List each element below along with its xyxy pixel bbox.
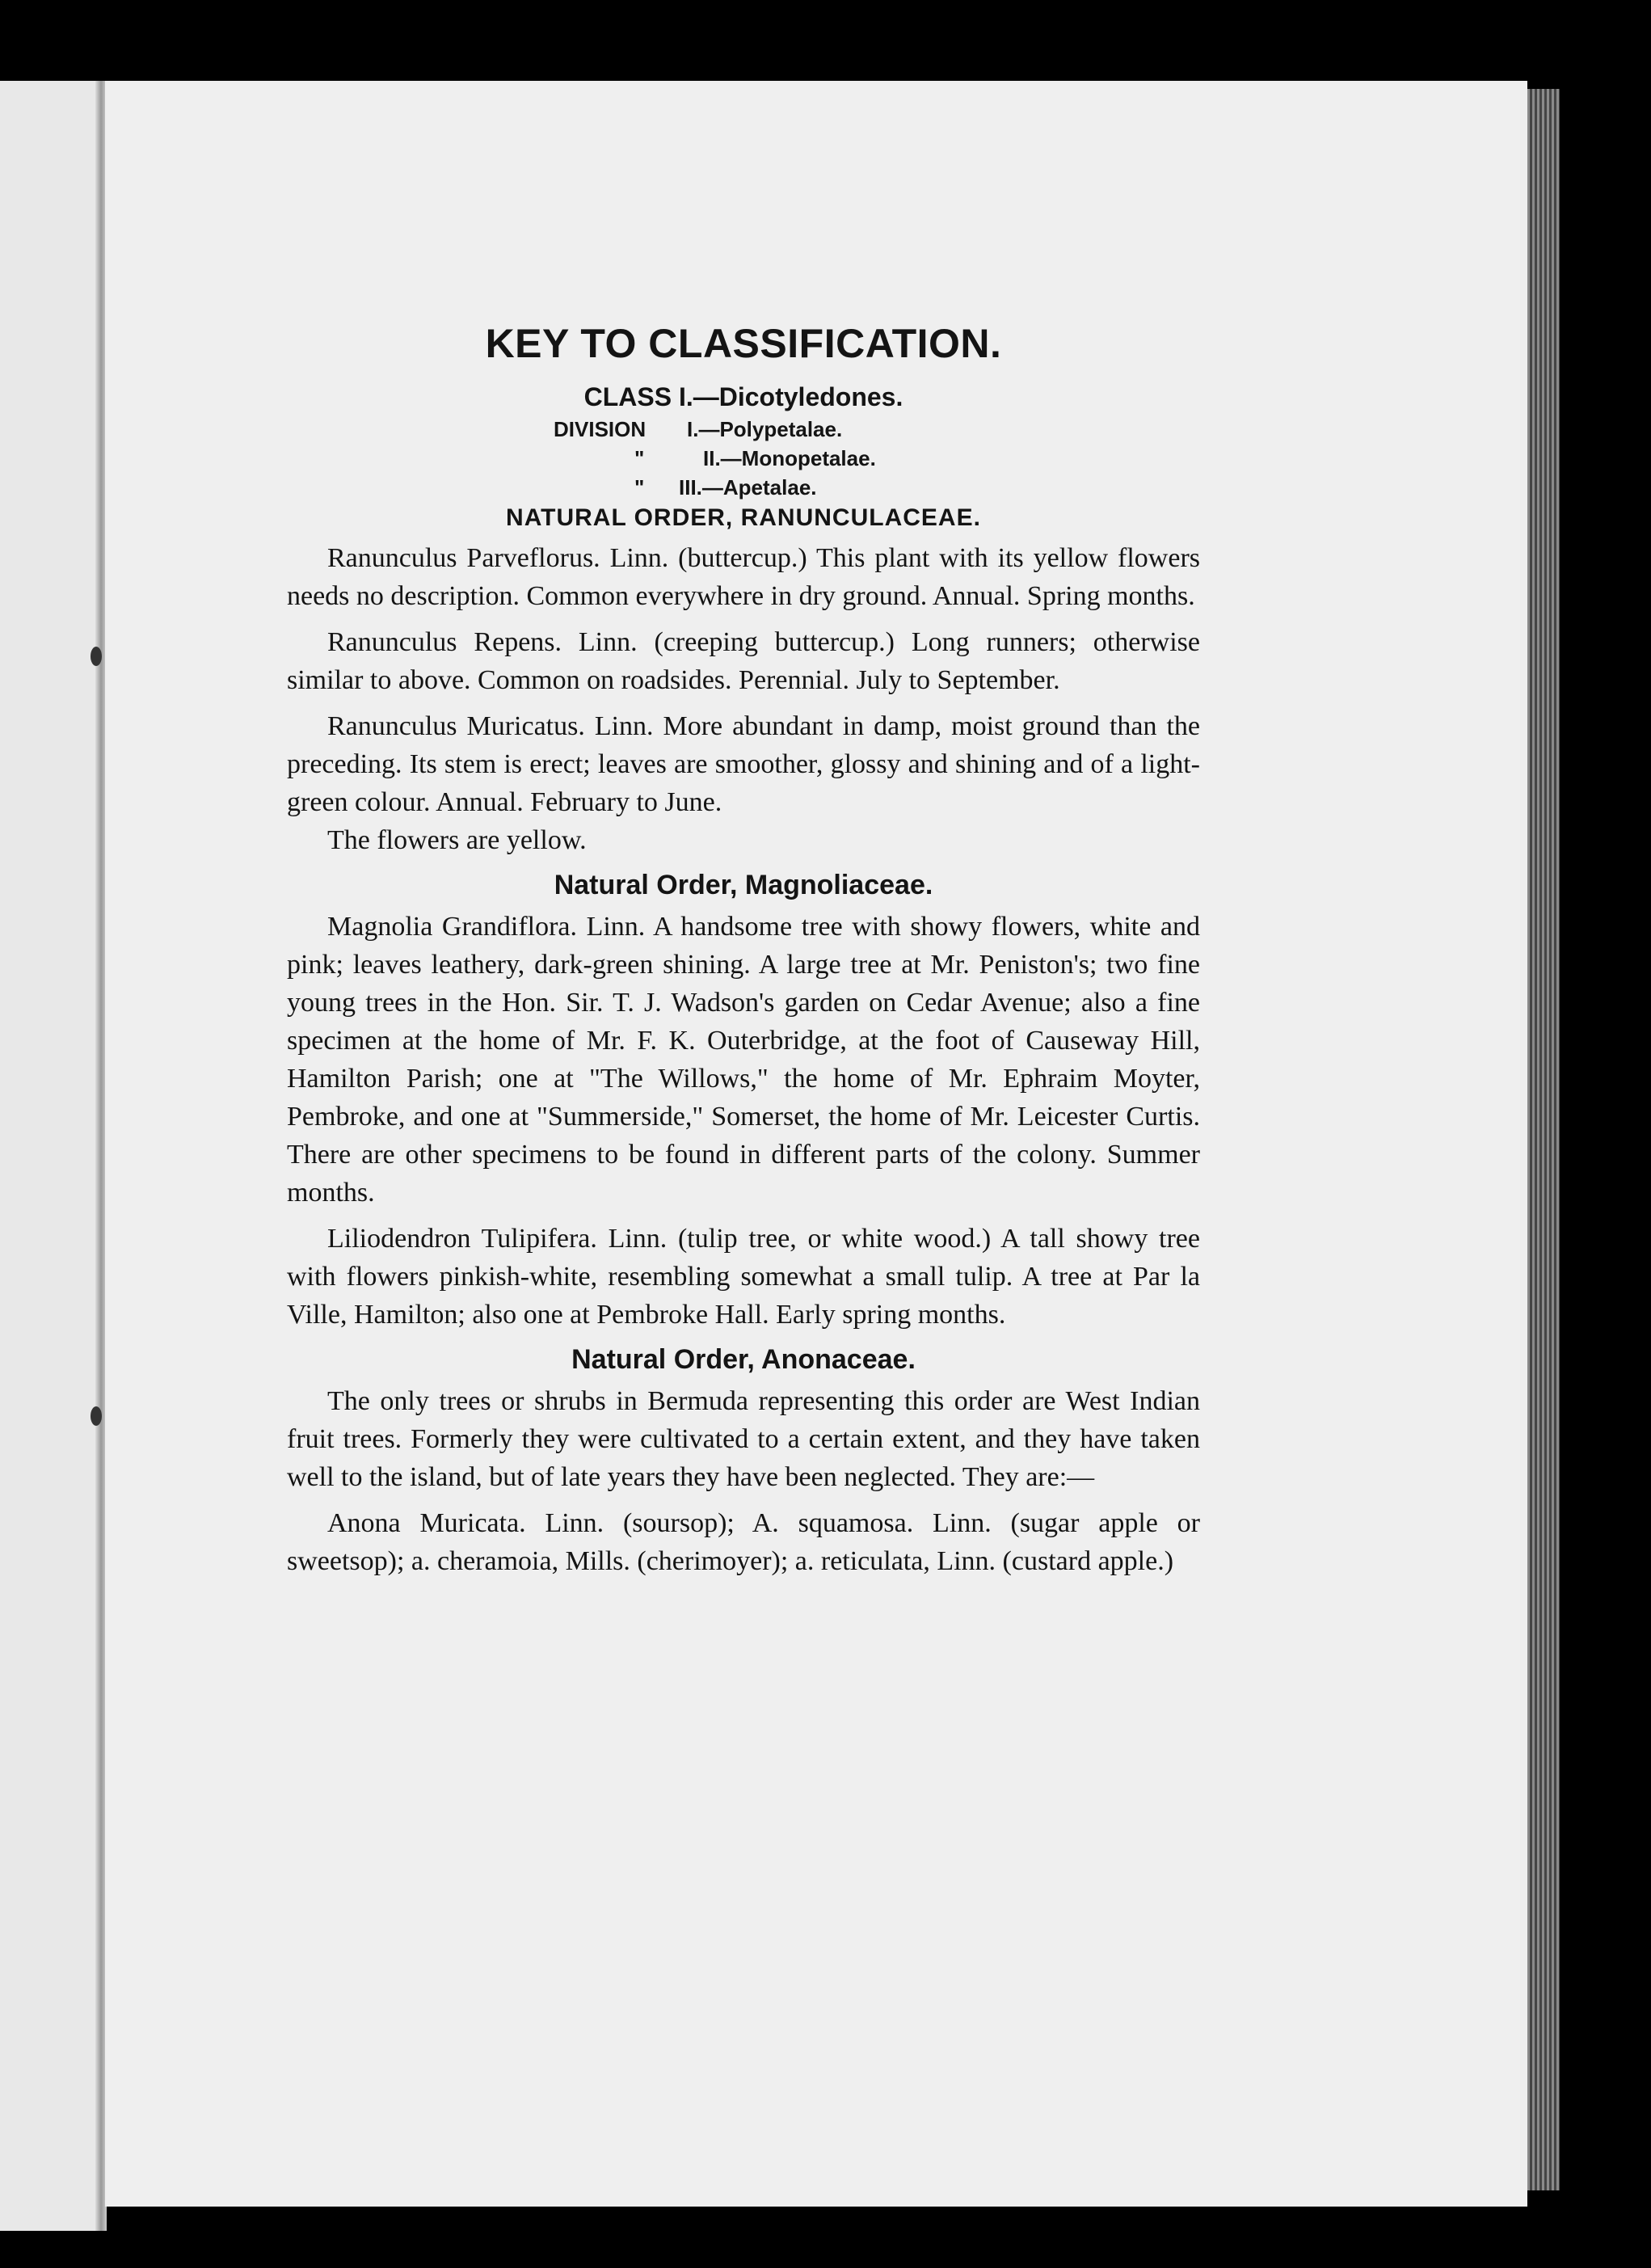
page-title: KEY TO CLASSIFICATION. <box>485 321 1002 366</box>
division-line <box>287 473 1200 502</box>
ditto-mark: " <box>634 446 645 470</box>
division-name: I.—Polypetalae. <box>687 417 843 441</box>
paragraph: Magnolia Grandiflora. Linn. A handsome tree with showy flowers, white and pink; leaves leathery, dark-green shining. A large tree at Mr. Peniston's; two fine young trees in the Hon. Sir. T. J. Wadson's garden on Cedar Avenue; also a fine specimen at the home of Mr. F. K. Outerbridge, at the foot of Causeway Hill, Hamilton Parish; one at "The Willows," the home of Mr. Ephraim Moyter, Pembroke, and one at "Summerside," Somerset, the home of Mr. Leicester Curtis. There are other specimens to be found in different parts of the colony. Summer months. <box>287 912 1200 1208</box>
paragraph: Liliodendron Tulipifera. Linn. (tulip tree, or white wood.) A tall showy tree with flowers pinkish-white, resembling somewhat a small tulip. A tree at Par la Ville, Hamilton; also one at Pembroke Hall. Early spring months. <box>287 1224 1200 1330</box>
order-heading: Natural Order, Anonaceae. <box>571 1344 916 1375</box>
division-line <box>287 444 1200 473</box>
division-name: III.—Apetalae. <box>679 475 817 500</box>
division-label: DIVISION <box>554 417 647 441</box>
paragraph: The flowers are yellow. <box>327 825 587 855</box>
page-text <box>287 319 1200 1588</box>
division-line <box>287 415 1200 444</box>
page-stack-edge <box>1527 89 1560 2190</box>
paragraph: Ranunculus Repens. Linn. (creeping buttercup.) Long runners; otherwise similar to above. Common on roadsides. Perennial. July to September. <box>287 627 1200 695</box>
ditto-mark: " <box>634 475 645 500</box>
class-heading: CLASS I.—Dicotyledones. <box>583 382 903 411</box>
paragraph: Ranunculus Parveflorus. Linn. (buttercup.) This plant with its yellow flowers needs no description. Common everywhere in dry ground. Annual. Spring months. <box>287 543 1200 611</box>
facing-page-edge <box>0 81 103 2231</box>
paragraph: The only trees or shrubs in Bermuda representing this order are West Indian fruit trees. Formerly they were cultivated to a certain extent, and they have taken well to the island, but of late years they have been neglected. They are:— <box>287 1386 1200 1492</box>
order-heading: Natural Order, Magnoliaceae. <box>554 870 933 900</box>
binding-mark <box>91 647 102 666</box>
binding-mark <box>91 1406 102 1426</box>
paragraph: Ranunculus Muricatus. Linn. More abundant in damp, moist ground than the preceding. Its stem is erect; leaves are smoother, glossy and shining and of a light-green colour. Annual. February to June. <box>287 711 1200 817</box>
paragraph: Anona Muricata. Linn. (soursop); A. squamosa. Linn. (sugar apple or sweetsop); a. cheramoia, Mills. (cherimoyer); a. reticulata, Linn. (custard apple.) <box>287 1508 1200 1576</box>
division-name: II.—Monopetalae. <box>703 446 876 470</box>
order-heading: NATURAL ORDER, RANUNCULACEAE. <box>506 504 981 531</box>
